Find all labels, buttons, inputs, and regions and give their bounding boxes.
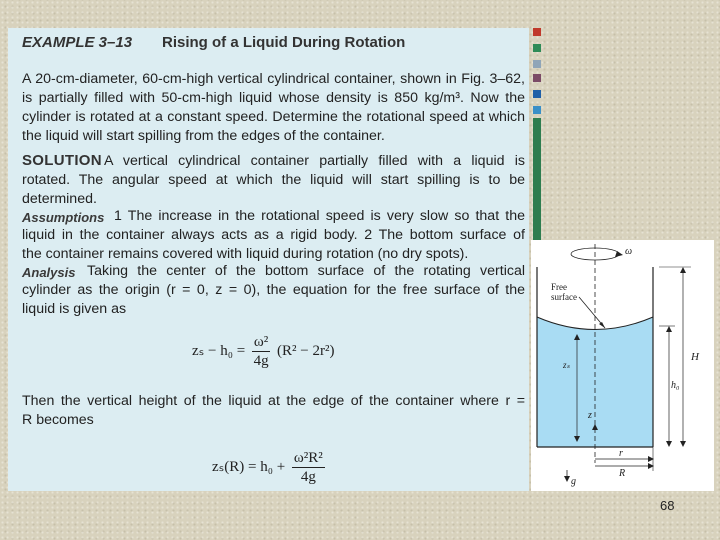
H-label: H: [691, 351, 699, 363]
equation-2-numerator: ω²R²: [293, 450, 323, 466]
stripe-blue: [533, 90, 541, 98]
analysis-line-3: liquid is given as: [22, 301, 127, 317]
equation-free-surface: [192, 334, 334, 369]
equation-1-numerator: ω²: [253, 334, 269, 350]
equation-2-lhs: zₛ(R) = h₀ +: [212, 458, 286, 475]
equation-edge-height: [212, 450, 328, 485]
h0-label: h₀: [671, 380, 680, 391]
analysis-heading: Analysis: [22, 265, 76, 280]
solution-line-2: rotated. The angular speed at which the liquid will start spilling is to be: [22, 172, 525, 188]
assumptions-heading: Assumptions: [22, 210, 105, 225]
z-label: z: [588, 410, 592, 421]
equation-1-fraction: [252, 334, 270, 369]
r-label: r: [619, 448, 623, 459]
h0-arrow-top: [666, 326, 672, 332]
stripe-lightblue: [533, 106, 541, 114]
solution-heading: SOLUTION: [22, 152, 102, 169]
stripe-purple: [533, 74, 541, 82]
R-label: R: [619, 468, 626, 479]
surface-label: surface: [551, 292, 577, 302]
example-label: EXAMPLE 3–13: [22, 34, 133, 51]
problem-line-1: A 20-cm-diameter, 60-cm-high vertical cylindrical container, shown in Fig. 3–62,: [22, 71, 525, 87]
problem-line-4: the liquid will start spilling from the edges of the container.: [22, 128, 385, 144]
omega-label: ω: [625, 246, 633, 257]
example-title: Rising of a Liquid During Rotation: [162, 34, 406, 51]
cylinder-diagram: [531, 240, 714, 491]
free-label: Free: [551, 282, 567, 292]
rotating-cylinder-figure: [531, 240, 714, 491]
stripe-green: [533, 44, 541, 52]
h0-arrow-bottom: [666, 441, 672, 447]
equation-1-rhs: (R² − 2r²): [277, 342, 335, 359]
analysis-line-1: Taking the center of the bottom surface of the rotating vertical: [87, 263, 525, 279]
H-arrow-bottom: [680, 441, 686, 447]
page-number: 68: [660, 498, 675, 513]
assumptions-line-1: 1 The increase in the rotational speed is very slow so that the: [114, 208, 525, 224]
assumptions-line-2: liquid in the container always acts as a rigid body. 2 The bottom surface of: [22, 227, 525, 243]
stripe-red: [533, 28, 541, 36]
gravity-arrow-icon: [564, 476, 570, 482]
zs-label: zₛ: [563, 360, 570, 370]
equation-1-denominator: 4g: [253, 353, 269, 369]
equation-1-lhs: zₛ − h₀ =: [192, 342, 246, 359]
equation-2-fraction: [292, 450, 325, 485]
then-line-1: Then the vertical height of the liquid at the edge of the container where r =: [22, 393, 525, 409]
stripe-long-green: [533, 118, 541, 240]
equation-2-denominator: 4g: [300, 469, 316, 485]
stripe-gray: [533, 60, 541, 68]
analysis-line-2: cylinder as the origin (r = 0, z = 0), the equation for the free surface of the: [22, 282, 525, 298]
g-label: g: [571, 476, 576, 487]
solution-line-3: determined.: [22, 191, 97, 207]
then-line-2: R becomes: [22, 412, 94, 428]
problem-line-3: cylinder is rotated at a constant speed. Determine the rotational speed at which: [22, 109, 525, 125]
H-arrow-top: [680, 267, 686, 273]
rotation-arrowhead-icon: [615, 251, 623, 257]
free-surface-pointer-head: [599, 322, 605, 328]
problem-line-2: is partially filled with 50-cm-high liquid whose density is 850 kg/m³. Now the: [22, 90, 525, 106]
solution-line-1: A vertical cylindrical container partially filled with a liquid is: [104, 153, 525, 169]
assumptions-line-3: the container remains covered with liquid during rotation (no dry spots).: [22, 246, 469, 262]
